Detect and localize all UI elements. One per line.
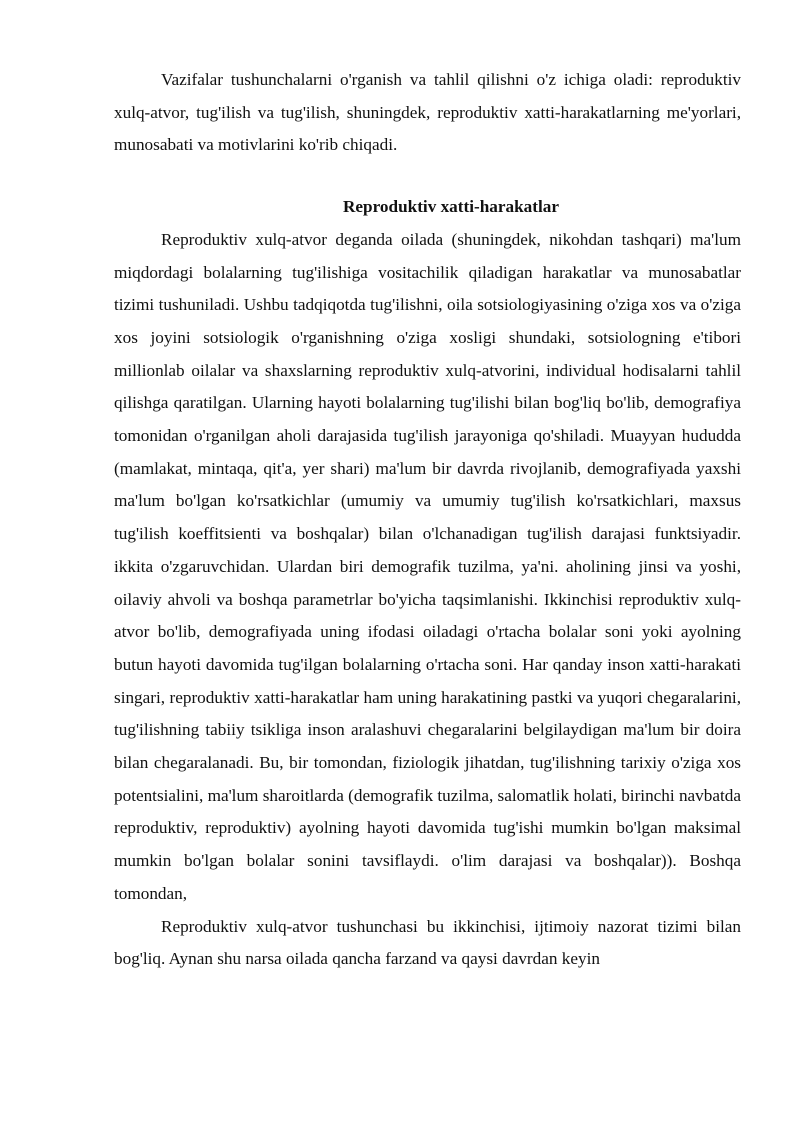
document-page [114,64,741,976]
intro-paragraph: Vazifalar tushunchalarni o'rganish va tahlil qilishni o'z ichiga oladi: reproduktiv xulq-atvor, tug'ilish va tug'ilish, shuningdek, reproduktiv xatti-harakatlarning me'yorlari, munosabati va motivlarini ko'rib chiqadi. [114,70,741,155]
body-paragraph-1: Reproduktiv xulq-atvor deganda oilada (shuningdek, nikohdan tashqari) ma'lum miqdordagi bolalarning tug'ilishiga vositachilik qiladigan harakatlar va munosabatlar tizimi tushuniladi. Ushbu tadqiqotda tug'ilishni, oila sotsiologiyasining o'ziga xos va o'ziga xos joyini sotsiologik o'rganishning o'ziga xosligi shundaki, sotsiologning e'tibori millionlab oilalar va shaxslarning reproduktiv xulq-atvorini, individual hodisalarni tahlil qilishga qaratilgan. Ularning hayoti bolalarning tug'ilishi bilan bog'liq bo'lib, demografiya tomonidan o'rganilgan aholi darajasida tug'ilish jarayoniga qo'shiladi. Muayyan hududda (mamlakat, mintaqa, qit'a, yer shari) ma'lum bir davrda rivojlanib, demografiyada yaxshi ma'lum bo'lgan ko'rsatkichlar (umumiy va umumiy tug'ilish ko'rsatkichlari, maxsus tug'ilish koeffitsienti va boshqalar) bilan o'lchanadigan tug'ilish darajasi funktsiyadir. ikkita o'zgaruvchidan. Ulardan biri demografik tuzilma, ya'ni. aholining jinsi va yoshi, oilaviy ahvoli va boshqa parametrlar bo'yicha taqsimlanishi. Ikkinchisi reproduktiv xulq-atvor bo'lib, demografiyada uning ifodasi oiladagi o'rtacha bolalar soni yoki ayolning butun hayoti davomida tug'ilgan bolalarning o'rtacha soni. Har qanday inson xatti-harakati singari, reproduktiv xatti-harakatlar ham uning harakatining pastki va yuqori chegaralarini, tug'ilishning tabiiy tsikliga inson aralashuvi chegaralarini belgilaydigan ma'lum bir doira bilan chegaralanadi. Bu, bir tomondan, fiziologik jihatdan, tug'ilishning tarixiy o'ziga xos potentsialini, ma'lum sharoitlarda (demografik tuzilma, salomatlik holati, birinchi navbatda reproduktiv, reproduktiv) ayolning hayoti davomida tug'ishi mumkin bo'lgan maksimal mumkin bo'lgan bolalar sonini tavsiflaydi. o'lim darajasi va boshqalar)). Boshqa tomondan, [114,229,741,903]
body-paragraph-2: Reproduktiv xulq-atvor tushunchasi bu ikkinchisi, ijtimoiy nazorat tizimi bilan bog'liq. Aynan shu narsa oilada qancha farzand va qaysi davrdan keyin [114,916,741,969]
section-spacer [114,162,741,191]
section-heading: Reproduktiv xatti-harakatlar [343,197,559,217]
